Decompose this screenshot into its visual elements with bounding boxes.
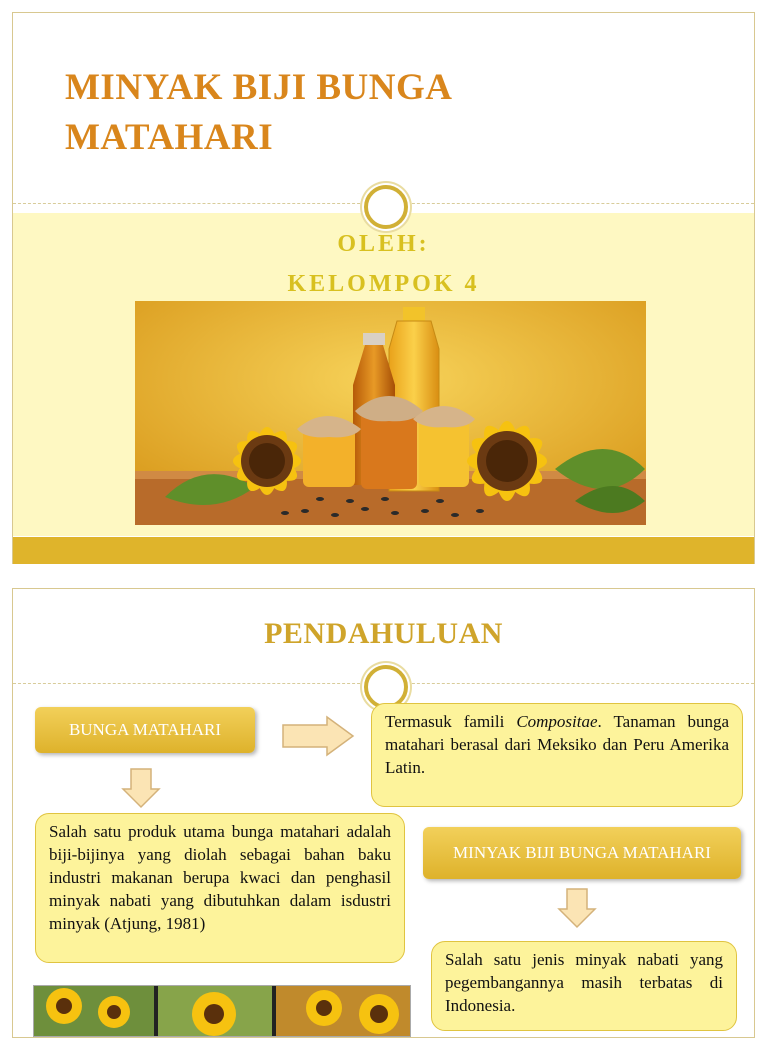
note-produk: Salah satu produk utama bunga matahari adalah biji-bijinya yang diolah sebagai bahan baku industri makanan berupa kwaci dan penghasil minyak nabati yang dibutuhkan dalam isdustri minyak (Atjung, 1981) — [35, 813, 405, 963]
sunflower-photo-strip — [33, 985, 411, 1037]
arrow-down-icon — [557, 887, 597, 929]
label-bunga-matahari: BUNGA MATAHARI — [35, 707, 255, 753]
slide-title: PENDAHULUAN — [264, 617, 503, 650]
note-minyak: Salah satu jenis minyak nabati yang pegembangannya masih terbatas di Indonesia. — [431, 941, 737, 1031]
arrow-right-icon — [281, 715, 355, 757]
group-name: KELOMPOK 4 — [287, 271, 480, 297]
title-slide — [12, 12, 755, 564]
note-famili-pre: Termasuk famili — [385, 712, 517, 731]
note-famili-post: . Tanaman bunga matahari berasal dari Meksiko dan Peru Amerika Latin. — [385, 712, 730, 777]
author-label: OLEH: — [337, 231, 430, 257]
ring-ornament-icon — [364, 185, 408, 229]
slide-title: MINYAK BIJI BUNGA MATAHARI — [65, 67, 451, 158]
sunflower-oil-photo — [135, 301, 646, 525]
arrow-down-icon — [121, 767, 161, 809]
note-famili — [371, 703, 743, 807]
label-minyak-biji: MINYAK BIJI BUNGA MATAHARI — [423, 827, 741, 879]
note-famili-italic: Compositae — [516, 712, 598, 731]
intro-slide — [12, 588, 755, 1038]
footer-bar — [13, 537, 754, 564]
